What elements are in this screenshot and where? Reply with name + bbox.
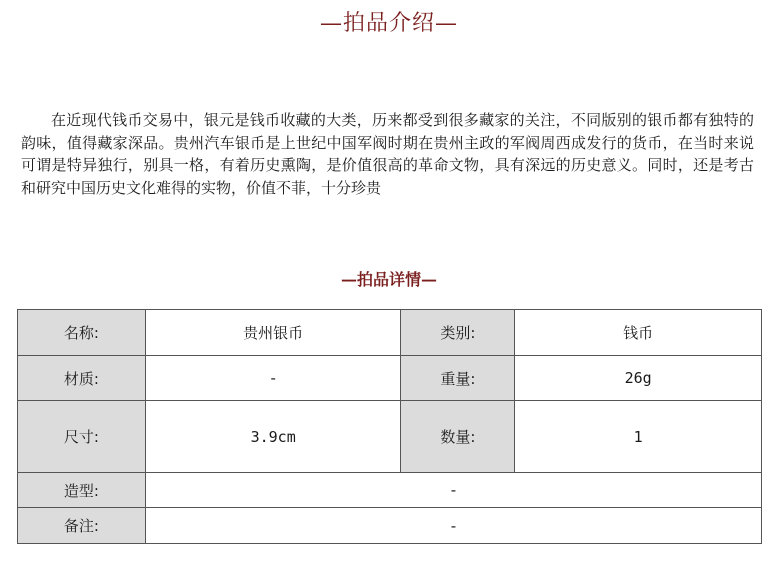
- intro-section-title: —拍品介绍—: [319, 11, 458, 36]
- table-row: [18, 473, 762, 508]
- table-row: [18, 356, 762, 401]
- material-label: 材质:: [18, 356, 146, 401]
- size-value: 3.9cm: [145, 401, 401, 473]
- category-label: 类别:: [401, 310, 515, 356]
- remarks-value: -: [145, 508, 761, 544]
- table-row: [18, 508, 762, 544]
- quantity-value: 1: [515, 401, 762, 473]
- name-value: 贵州银币: [145, 310, 401, 356]
- weight-value: 26g: [515, 356, 762, 401]
- intro-paragraph: 在近现代钱币交易中，银元是钱币收藏的大类，历来都受到很多藏家的关注，不同版别的银币都有独特的韵味，值得藏家深品。贵州汽车银币是上世纪中国军阀时期在贵州主政的军阀周西成发行的货币，在当时来说可谓是特异独行，别具一格，有着历史熏陶，是价值很高的革命文物，具有深远的历史意义。同时，还是考古和研究中国历史文化难得的实物，价值不菲，十分珍贵: [21, 111, 754, 197]
- table-row: [18, 310, 762, 356]
- details-table: [17, 309, 762, 544]
- remarks-label: 备注:: [18, 508, 146, 544]
- material-value: -: [145, 356, 401, 401]
- name-label: 名称:: [18, 310, 146, 356]
- table-row: [18, 401, 762, 473]
- shape-label: 造型:: [18, 473, 146, 508]
- shape-value: -: [145, 473, 761, 508]
- details-section-title: —拍品详情—: [340, 270, 437, 289]
- weight-label: 重量:: [401, 356, 515, 401]
- category-value: 钱币: [515, 310, 762, 356]
- size-label: 尺寸:: [18, 401, 146, 473]
- quantity-label: 数量:: [401, 401, 515, 473]
